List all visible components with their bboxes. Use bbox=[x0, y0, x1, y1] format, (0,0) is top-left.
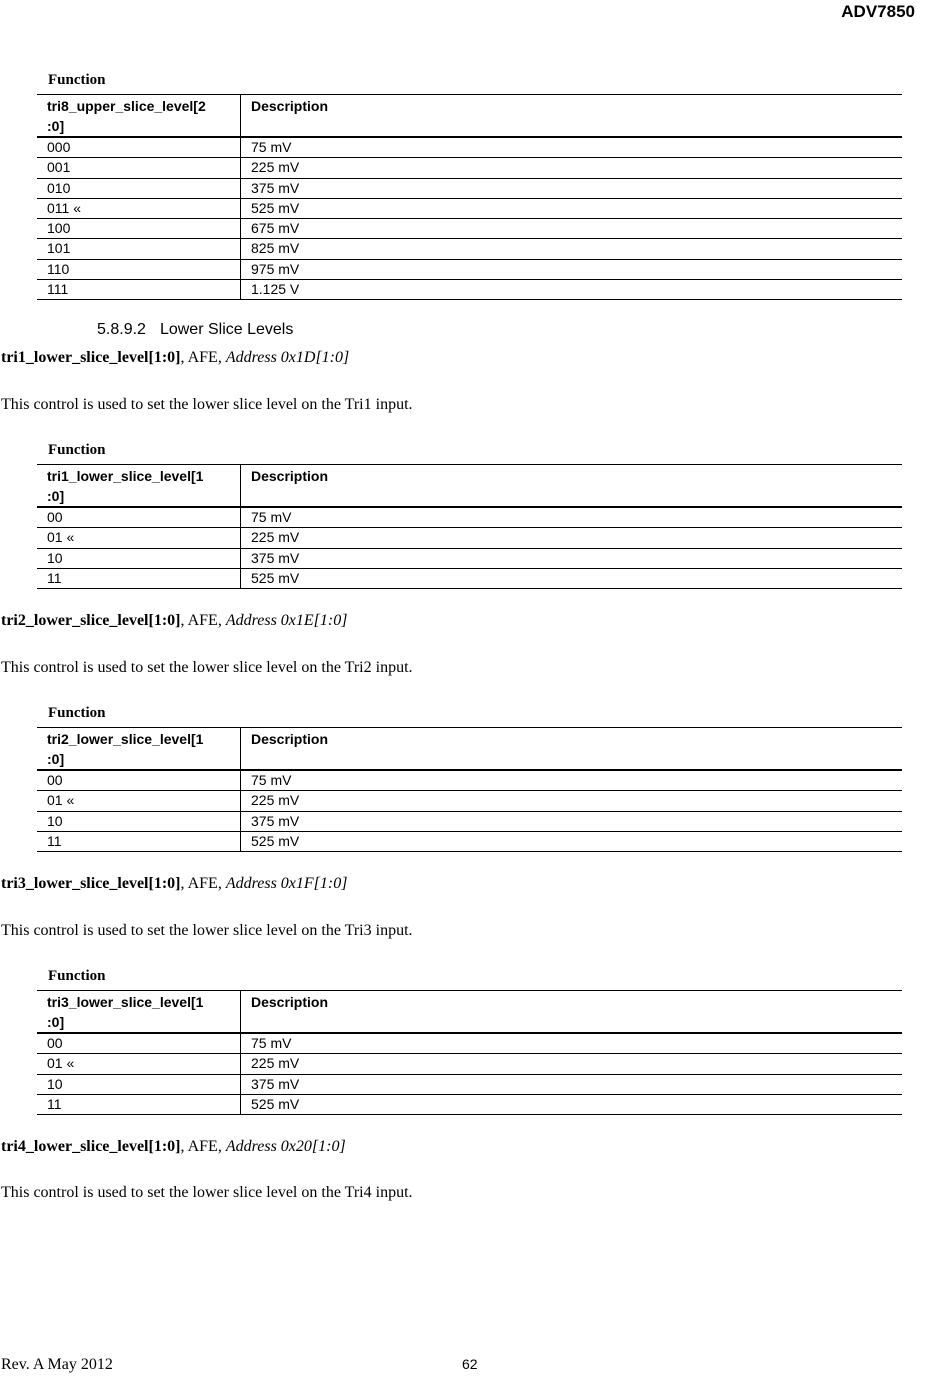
table-row: 11 525 mV bbox=[37, 831, 902, 851]
table-header-row bbox=[37, 991, 902, 1034]
table-row: 110 975 mV bbox=[37, 259, 902, 279]
table-row: 011 « 525 mV bbox=[37, 198, 902, 218]
tri8-upper-slice-level-table bbox=[37, 94, 902, 300]
table-header-row bbox=[37, 465, 902, 508]
column-header-setting: tri3_lower_slice_level[1 :0] bbox=[37, 991, 241, 1034]
register-tri1-heading bbox=[1, 349, 349, 367]
column-header-setting: tri2_lower_slice_level[1 :0] bbox=[37, 728, 241, 771]
table-row: 10 375 mV bbox=[37, 811, 902, 831]
tri2-lower-slice-level-table bbox=[37, 727, 902, 852]
table-row: 00 75 mV bbox=[37, 1033, 902, 1054]
table-row: 10 375 mV bbox=[37, 548, 902, 568]
register-tri3-description: This control is used to set the lower slice level on the Tri3 input. bbox=[1, 922, 413, 939]
column-header-description: Description bbox=[241, 95, 903, 138]
register-block: , AFE, bbox=[180, 875, 226, 892]
register-tri2-heading bbox=[1, 612, 347, 630]
register-name: tri1_lower_slice_level[1:0] bbox=[1, 349, 181, 366]
tri3-lower-slice-level-table bbox=[37, 990, 902, 1115]
table-row: 000 75 mV bbox=[37, 137, 902, 158]
register-name: tri3_lower_slice_level[1:0] bbox=[1, 875, 181, 892]
function-label-tri2: Function bbox=[48, 705, 106, 721]
register-tri2-description: This control is used to set the lower slice level on the Tri2 input. bbox=[1, 659, 413, 676]
table-row: 100 675 mV bbox=[37, 219, 902, 239]
function-label-tri1: Function bbox=[48, 442, 106, 458]
register-address: Address 0x20[1:0] bbox=[225, 1138, 346, 1155]
function-label-tri3: Function bbox=[48, 968, 106, 984]
register-block: , AFE, bbox=[180, 612, 226, 629]
table-row: 00 75 mV bbox=[37, 507, 902, 528]
table-header-row bbox=[37, 728, 902, 771]
table-header-row bbox=[37, 95, 902, 138]
table-row: 00 75 mV bbox=[37, 770, 902, 791]
section-number: 5.8.9.2 bbox=[97, 321, 146, 338]
register-address: Address 0x1E[1:0] bbox=[225, 612, 348, 629]
tri1-lower-slice-level-table bbox=[37, 464, 902, 589]
function-label-tri8: Function bbox=[48, 72, 106, 88]
register-name: tri4_lower_slice_level[1:0] bbox=[1, 1138, 181, 1155]
footer-revision: Rev. A May 2012 bbox=[1, 1356, 113, 1373]
table-row: 01 « 225 mV bbox=[37, 528, 902, 548]
section-heading bbox=[97, 321, 293, 339]
register-tri4-heading bbox=[1, 1138, 346, 1156]
register-tri1-description: This control is used to set the lower slice level on the Tri1 input. bbox=[1, 396, 413, 413]
column-header-description: Description bbox=[241, 728, 903, 771]
column-header-setting: tri8_upper_slice_level[2 :0] bbox=[37, 95, 241, 138]
table-row: 101 825 mV bbox=[37, 239, 902, 259]
register-block: , AFE, bbox=[180, 1138, 226, 1155]
table-row: 01 « 225 mV bbox=[37, 1054, 902, 1074]
table-row: 01 « 225 mV bbox=[37, 791, 902, 811]
column-header-setting: tri1_lower_slice_level[1 :0] bbox=[37, 465, 241, 508]
table-row: 11 525 mV bbox=[37, 1094, 902, 1114]
section-title: Lower Slice Levels bbox=[159, 321, 294, 338]
table-row: 001 225 mV bbox=[37, 158, 902, 178]
register-address: Address 0x1D[1:0] bbox=[225, 349, 350, 366]
table-row: 010 375 mV bbox=[37, 178, 902, 198]
document-title: ADV7850 bbox=[841, 2, 915, 21]
column-header-description: Description bbox=[241, 991, 903, 1034]
table-row: 10 375 mV bbox=[37, 1074, 902, 1094]
register-block: , AFE, bbox=[180, 349, 226, 366]
column-header-description: Description bbox=[241, 465, 903, 508]
register-tri4-description: This control is used to set the lower slice level on the Tri4 input. bbox=[1, 1184, 413, 1201]
register-tri3-heading bbox=[1, 875, 347, 893]
register-address: Address 0x1F[1:0] bbox=[225, 875, 348, 892]
table-row: 11 525 mV bbox=[37, 568, 902, 588]
page-number: 62 bbox=[462, 1356, 478, 1372]
table-row: 111 1.125 V bbox=[37, 280, 902, 300]
register-name: tri2_lower_slice_level[1:0] bbox=[1, 612, 181, 629]
